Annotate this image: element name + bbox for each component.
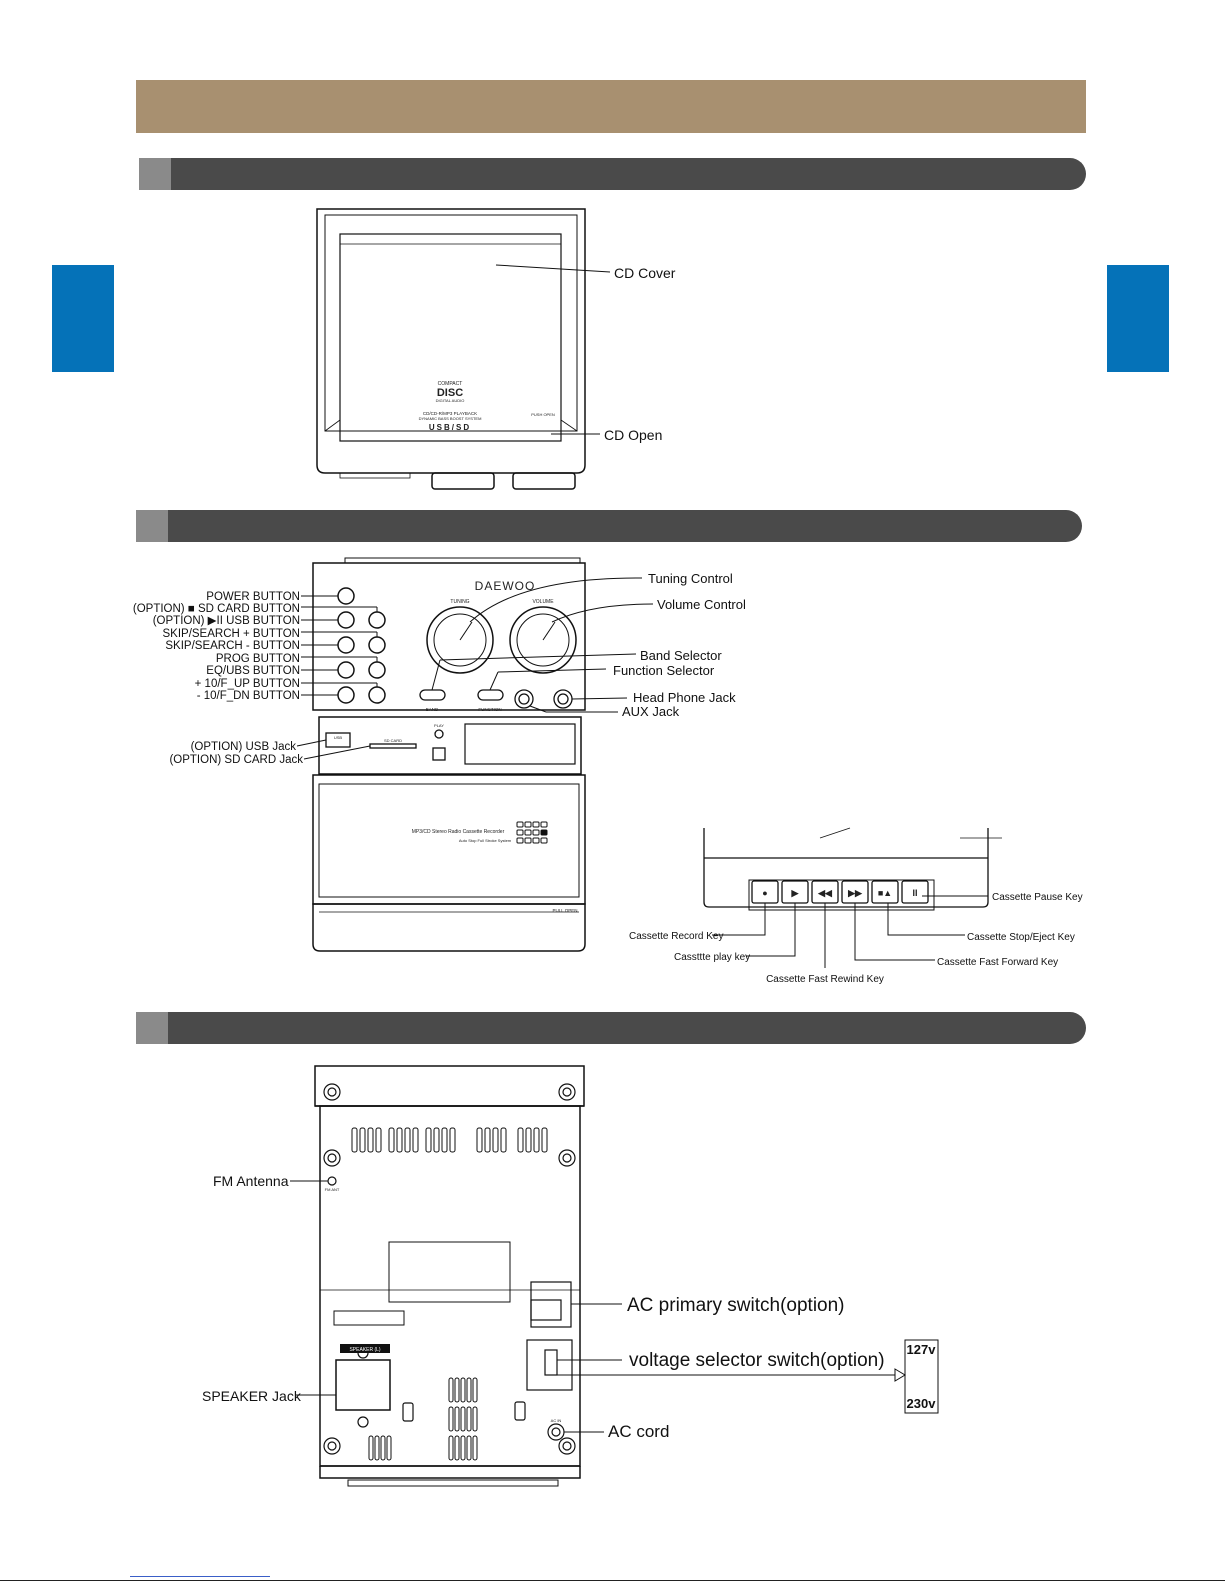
label-ac-cord: AC cord — [608, 1422, 670, 1441]
label-voltage-selector: voltage selector switch(option) — [629, 1350, 885, 1371]
label-headphone-jack: Head Phone Jack — [633, 690, 736, 705]
tuning-knob-label: TUNING — [450, 599, 470, 605]
label-cassette-play: Cassttte play key — [674, 952, 751, 963]
label-cassette-rewind: Cassette Fast Rewind Key — [766, 974, 884, 985]
sd-card-button[interactable] — [338, 612, 354, 628]
prog-button[interactable] — [338, 662, 354, 678]
rewind-symbol: ◀◀ — [818, 888, 832, 898]
svg-text:(OPTION) ■ SD CARD BUTTON: (OPTION) ■ SD CARD BUTTON — [132, 603, 300, 615]
footer-rule — [0, 1580, 1225, 1581]
svg-text:DIGITAL AUDIO: DIGITAL AUDIO — [435, 398, 465, 403]
skip-search-plus-button[interactable] — [338, 637, 354, 653]
label-ac-primary: AC primary switch(option) — [627, 1295, 845, 1316]
front-buttons — [338, 588, 385, 703]
label-tuning-control: Tuning Control — [648, 571, 733, 586]
brand-logo: DAEWOO — [474, 579, 536, 593]
label-cassette-forward: Cassette Fast Forward Key — [937, 957, 1059, 968]
deck-dot-grid — [517, 822, 547, 843]
svg-text:USB/SD: USB/SD — [428, 423, 472, 432]
svg-text:(OPTION) ▶II USB BUTTON: (OPTION) ▶II USB BUTTON — [152, 615, 300, 627]
left-label-list — [133, 591, 303, 766]
power-button[interactable] — [338, 588, 354, 604]
record-symbol: ● — [762, 888, 768, 898]
label-cd-cover: CD Cover — [614, 265, 676, 281]
label-cassette-pause: Cassette Pause Key — [992, 892, 1083, 903]
svg-text:(OPTION) USB Jack: (OPTION) USB Jack — [190, 741, 296, 753]
fm-antenna-jack[interactable] — [328, 1177, 336, 1185]
footer-link-underline — [130, 1576, 270, 1577]
sd-small-text: SD CARD — [383, 738, 403, 743]
label-fm-antenna: FM Antenna — [213, 1173, 289, 1189]
aux-jack[interactable] — [515, 690, 533, 708]
eq-ubs-button[interactable] — [369, 662, 385, 678]
cd-logo — [419, 381, 555, 432]
unit-top-view — [317, 209, 585, 489]
usb-button[interactable] — [369, 612, 385, 628]
usb-small-text: USB — [333, 735, 343, 740]
skip-search-minus-button[interactable] — [369, 637, 385, 653]
svg-text:SKIP/SEARCH + BUTTON: SKIP/SEARCH + BUTTON — [162, 628, 300, 640]
label-speaker-jack: SPEAKER Jack — [202, 1388, 301, 1404]
play-small-text: PLAY — [434, 723, 444, 728]
deck-title-text: MP3/CD Stereo Radio Cassette Recorder — [411, 829, 505, 835]
stop-eject-symbol: ■▲ — [877, 888, 893, 898]
label-cassette-record: Cassette Record Key — [629, 931, 724, 942]
fm-ant-small-text: FM ANT — [324, 1187, 340, 1192]
ten-f-dn-button[interactable] — [338, 687, 354, 703]
label-band-selector: Band Selector — [640, 648, 722, 663]
volt-127: 127v — [906, 1342, 936, 1357]
svg-text:EQ/UBS BUTTON: EQ/UBS BUTTON — [206, 665, 300, 677]
label-function-selector: Function Selector — [613, 663, 715, 678]
ac-cord-inlet[interactable] — [548, 1424, 564, 1440]
svg-text:CD/CD-R/MP3 PLAYBACK: CD/CD-R/MP3 PLAYBACK — [422, 411, 478, 416]
svg-text:(OPTION) SD CARD Jack: (OPTION) SD CARD Jack — [169, 754, 303, 766]
label-volume-control: Volume Control — [657, 597, 746, 612]
pause-symbol: II — [912, 888, 918, 898]
svg-text:POWER BUTTON: POWER BUTTON — [206, 591, 300, 603]
volume-knob-label: VOLUME — [532, 599, 554, 605]
svg-text:PROG BUTTON: PROG BUTTON — [215, 653, 300, 665]
label-cassette-stop: Cassette Stop/Eject Key — [967, 932, 1075, 943]
play-symbol: ▶ — [791, 888, 799, 898]
ten-f-up-button[interactable] — [369, 687, 385, 703]
label-cd-open: CD Open — [604, 427, 663, 443]
speaker-small-text: SPEAKER (L) — [349, 1347, 381, 1353]
volt-230: 230v — [906, 1396, 936, 1411]
pull-open-text: PULL OPEN — [552, 908, 578, 913]
svg-text:SKIP/SEARCH - BUTTON: SKIP/SEARCH - BUTTON — [165, 640, 300, 652]
deck-sub-text: Auto Stop Full Stroke System — [458, 838, 512, 843]
speaker-terminal-bottom[interactable] — [358, 1417, 368, 1427]
band-selector[interactable] — [420, 690, 445, 700]
sd-card-jack[interactable] — [370, 744, 416, 748]
band-small-text: BAND — [425, 707, 439, 712]
svg-text:PUSH OPEN: PUSH OPEN — [531, 412, 555, 417]
svg-text:COMPACT: COMPACT — [437, 381, 463, 387]
label-aux-jack: AUX Jack — [622, 704, 680, 719]
svg-text:DYNAMIC BASS BOOST SYSTEM: DYNAMIC BASS BOOST SYSTEM — [418, 416, 482, 421]
voltage-selector-switch[interactable] — [527, 1340, 572, 1390]
ac-in-small-text: AC IN — [550, 1418, 562, 1423]
svg-text:DISC: DISC — [436, 387, 464, 399]
function-small-text: FUNCTION — [478, 707, 502, 712]
headphone-jack[interactable] — [554, 690, 572, 708]
function-selector[interactable] — [478, 690, 503, 700]
svg-text:- 10/F_DN BUTTON: - 10/F_DN BUTTON — [196, 690, 300, 702]
forward-symbol: ▶▶ — [848, 888, 862, 898]
svg-text:+ 10/F_UP BUTTON: + 10/F_UP BUTTON — [194, 678, 300, 690]
